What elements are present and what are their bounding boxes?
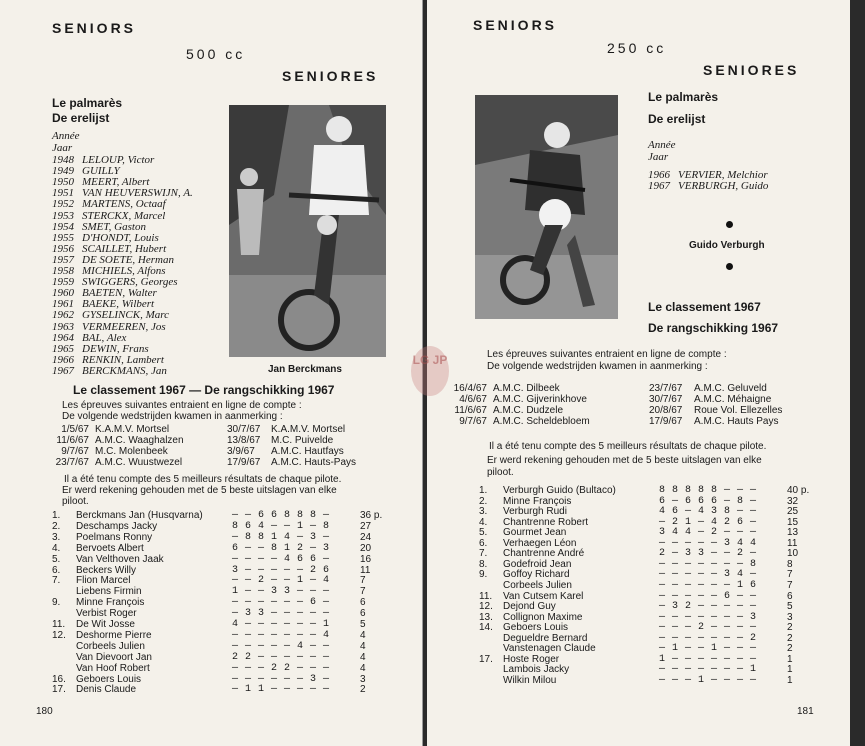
motocross-photo-icon bbox=[475, 95, 618, 319]
standing-total: 4 bbox=[360, 640, 366, 652]
standing-results: 6 — 6 6 6 — 8 — bbox=[659, 495, 757, 507]
right-page bbox=[427, 0, 850, 746]
event-club: K.A.M.V. Mortsel bbox=[271, 424, 346, 435]
rider-photo bbox=[229, 105, 386, 357]
standing-position: 3. bbox=[479, 506, 488, 518]
standing-results: — 8 8 1 4 — 3 — bbox=[232, 531, 330, 543]
standing-results: — — — — — — — 3 bbox=[659, 611, 757, 623]
event-date: 30/7/67 bbox=[227, 424, 261, 435]
palmares-year: 1966 bbox=[52, 353, 74, 366]
sub-header: SENIORES bbox=[282, 68, 379, 84]
standing-results: — 2 1 — 4 2 6 — bbox=[659, 516, 757, 528]
palmares-year: 1951 bbox=[52, 187, 74, 200]
standing-name: Van Cutsem Karel bbox=[503, 590, 584, 602]
photo-caption: Guido Verburgh bbox=[689, 240, 765, 251]
standing-results: — — — 1 — — — — bbox=[659, 674, 757, 686]
standing-name: Liebens Firmin bbox=[76, 586, 142, 598]
palmares-year: 1956 bbox=[52, 242, 74, 255]
standing-total: 2 bbox=[787, 643, 793, 655]
standing-total: 10 bbox=[787, 548, 799, 560]
event-club: A.M.C. Wuustwezel bbox=[95, 457, 183, 468]
palmares-year: 1967 bbox=[648, 180, 670, 192]
standing-name: Verhaegen Léon bbox=[503, 537, 577, 549]
standing-total: 27 bbox=[360, 520, 372, 532]
event-date: 3/9/67 bbox=[227, 446, 255, 457]
palmares-name: DEWIN, Frans bbox=[82, 342, 149, 355]
palmares-year: 1948 bbox=[52, 154, 74, 166]
palmares-name: D'HONDT, Louis bbox=[82, 231, 159, 244]
standing-name: Dejond Guy bbox=[503, 601, 556, 613]
standing-total: 32 bbox=[787, 495, 799, 507]
standing-results: — 3 2 — — — — — bbox=[659, 601, 757, 613]
event-date: 16/4/67 bbox=[453, 383, 487, 394]
standing-name: Degueldre Bernard bbox=[503, 632, 588, 644]
standing-results: 1 — — 3 3 — — — bbox=[232, 586, 330, 598]
standing-position: 12. bbox=[52, 629, 66, 641]
standing-name: Corbeels Julien bbox=[76, 640, 145, 652]
standing-total: 6 bbox=[787, 590, 793, 602]
event-date: 23/7/67 bbox=[649, 383, 683, 394]
year-label-fr: Année bbox=[648, 139, 676, 151]
note-fr: Il a été tenu compte des 5 meilleurs résultats de chaque pilote. bbox=[489, 441, 767, 452]
standing-total: 4 bbox=[360, 662, 366, 674]
standing-results: — — — — — — — 4 bbox=[232, 629, 330, 641]
standing-position: 17. bbox=[479, 653, 493, 665]
classement-title-nl: De rangschikking 1967 bbox=[648, 321, 779, 335]
standing-name: Minne François bbox=[503, 495, 572, 507]
motocross-photo-icon bbox=[229, 105, 386, 357]
standing-total: 2 bbox=[360, 684, 366, 696]
standing-name: Verburgh Guido (Bultaco) bbox=[503, 485, 616, 496]
watermark-stamp: LG JP bbox=[411, 346, 449, 396]
standing-total: 4 bbox=[360, 629, 366, 641]
palmares-title-nl: De erelijst bbox=[52, 111, 110, 125]
palmares-year: 1953 bbox=[52, 209, 74, 222]
standing-total: 5 bbox=[360, 619, 366, 630]
note-nl-2: piloot. bbox=[487, 467, 514, 478]
sub-header: SENIORES bbox=[703, 62, 800, 78]
event-date: 30/7/67 bbox=[649, 394, 683, 405]
standing-total: 1 bbox=[787, 653, 793, 665]
event-club: M.C. Molenbeek bbox=[95, 446, 168, 457]
standing-total: 3 bbox=[360, 673, 366, 685]
palmares-name: VERVIER, Melchior bbox=[678, 169, 768, 181]
palmares-year: 1955 bbox=[52, 231, 74, 244]
event-date: 11/6/67 bbox=[454, 405, 487, 416]
standing-position: 6. bbox=[479, 537, 488, 549]
palmares-year: 1958 bbox=[52, 265, 74, 277]
standing-results: 2 — 3 3 — — 2 — bbox=[659, 548, 757, 560]
palmares-year: 1957 bbox=[52, 253, 74, 266]
palmares-name: MICHIELS, Alfons bbox=[82, 265, 166, 277]
palmares-year: 1961 bbox=[52, 298, 74, 311]
event-club: A.M.C. Dilbeek bbox=[493, 383, 560, 394]
standing-name: Minne François bbox=[76, 597, 145, 609]
standing-results: — 3 3 — — — — — bbox=[232, 608, 330, 620]
event-date: 17/9/67 bbox=[227, 457, 261, 468]
standing-name: Chantrenne Robert bbox=[503, 516, 589, 528]
standing-total: 6 bbox=[360, 597, 366, 609]
note-nl-1: Er werd rekening gehouden met de 5 beste uitslagen van elke bbox=[487, 455, 762, 466]
standing-name: Van Dievoort Jan bbox=[76, 651, 152, 663]
standing-name: Gourmet Jean bbox=[503, 527, 567, 539]
standing-total: 5 bbox=[787, 601, 793, 613]
standing-name: Van Velthoven Jaak bbox=[76, 553, 164, 565]
standing-results: 8 6 4 — — 1 — 8 bbox=[232, 520, 330, 532]
standing-results: 2 2 — — — — — — bbox=[232, 651, 330, 663]
standing-position: 7. bbox=[52, 575, 61, 587]
intro-nl: De volgende wedstrijden kwamen in aanmerking : bbox=[62, 411, 283, 422]
palmares-year: 1952 bbox=[52, 198, 74, 211]
event-date: 1/5/67 bbox=[61, 424, 89, 435]
standing-name: Deshorme Pierre bbox=[76, 629, 152, 641]
classement-title: Le classement 1967 — De rangschikking 1967 bbox=[73, 383, 335, 397]
palmares-name: DE SOETE, Herman bbox=[82, 253, 174, 266]
palmares-name: GUILLY bbox=[82, 165, 120, 178]
event-club: A.M.C. Geluveld bbox=[694, 383, 767, 394]
palmares-name: STERCKX, Marcel bbox=[82, 209, 166, 222]
palmares-year: 1965 bbox=[52, 342, 74, 355]
standing-name: Hoste Roger bbox=[503, 653, 560, 665]
standing-results: 6 — — 8 1 2 — 3 bbox=[232, 542, 330, 554]
standing-position: 17. bbox=[52, 684, 66, 696]
palmares-name: BERCKMANS, Jan bbox=[82, 364, 167, 377]
standing-position: 8. bbox=[479, 558, 488, 570]
classement-title-fr: Le classement 1967 bbox=[648, 300, 761, 314]
standing-name: Van Hoof Robert bbox=[76, 662, 150, 674]
standing-results: — — — — — 3 4 4 bbox=[659, 537, 757, 549]
page-number: 181 bbox=[797, 706, 814, 717]
standing-results: — — — — — 3 4 — bbox=[659, 569, 757, 581]
standing-results: — — — — — — — 2 bbox=[659, 632, 757, 644]
standing-total: 20 bbox=[360, 542, 372, 554]
palmares-year: 1963 bbox=[52, 320, 74, 333]
intro-fr: Les épreuves suivantes entraient en ligne de compte : bbox=[487, 349, 727, 360]
standing-position: 12. bbox=[479, 601, 493, 613]
event-club: A.M.C. Dudzele bbox=[493, 405, 564, 416]
standing-results: 4 6 — 4 3 8 — — bbox=[659, 506, 757, 518]
note-nl-1: Er werd rekening gehouden met de 5 beste uitslagen van elke bbox=[62, 485, 337, 496]
standing-total: 36 p. bbox=[360, 510, 383, 521]
standing-position: 14. bbox=[479, 622, 493, 634]
standing-name: Chantrenne André bbox=[503, 548, 585, 560]
standing-total: 25 bbox=[787, 506, 799, 518]
standing-name: Lambois Jacky bbox=[503, 664, 570, 676]
bullet-icon bbox=[726, 221, 733, 228]
event-date: 13/8/67 bbox=[227, 435, 261, 446]
standing-name: Verburgh Rudi bbox=[503, 506, 567, 518]
standing-name: Deschamps Jacky bbox=[76, 520, 158, 532]
event-club: A.M.C. Hautfays bbox=[271, 446, 344, 457]
standing-total: 16 bbox=[360, 553, 372, 565]
event-date: 9/7/67 bbox=[459, 416, 487, 427]
standing-name: Flion Marcel bbox=[76, 575, 131, 587]
standing-name: De Wit Josse bbox=[76, 619, 135, 630]
standing-position: 9. bbox=[52, 597, 61, 609]
palmares-year: 1964 bbox=[52, 331, 74, 344]
palmares-title-fr: Le palmarès bbox=[52, 96, 123, 110]
standing-name: Geboers Louis bbox=[503, 622, 569, 634]
palmares-name: VAN HEUVERSWIJN, A. bbox=[82, 187, 193, 200]
standing-total: 1 bbox=[787, 674, 793, 686]
standing-position: 1. bbox=[52, 510, 61, 521]
standing-name: Geboers Louis bbox=[76, 673, 142, 685]
palmares-name: MEERT, Albert bbox=[82, 176, 150, 189]
standing-name: Verbist Roger bbox=[76, 608, 137, 620]
standing-position: 2. bbox=[52, 520, 61, 532]
event-club: Roue Vol. Ellezelles bbox=[694, 405, 783, 416]
event-club: A.M.C. Méhaigne bbox=[694, 394, 772, 405]
standing-name: Godefroid Jean bbox=[503, 558, 572, 570]
event-club: A.M.C. Scheldebloem bbox=[493, 416, 590, 427]
palmares-year: 1949 bbox=[52, 165, 74, 178]
year-label-nl: Jaar bbox=[648, 151, 669, 163]
standing-results: 4 — — — — — — 1 bbox=[232, 619, 330, 630]
event-club: K.A.M.V. Mortsel bbox=[95, 424, 170, 435]
standing-total: 7 bbox=[787, 579, 793, 591]
standing-name: Collignon Maxime bbox=[503, 611, 583, 623]
standing-total: 3 bbox=[787, 611, 793, 623]
event-date: 23/7/67 bbox=[55, 457, 89, 468]
palmares-year: 1962 bbox=[52, 309, 74, 322]
event-date: 20/8/67 bbox=[649, 405, 683, 416]
standing-position: 4. bbox=[479, 516, 488, 528]
standing-position: 1. bbox=[479, 485, 488, 496]
standing-results: — — — — — — — 8 bbox=[659, 558, 757, 570]
event-date: 11/6/67 bbox=[56, 435, 89, 446]
standing-results: — — — — — — 6 — bbox=[232, 597, 330, 609]
palmares-year: 1966 bbox=[648, 169, 670, 181]
palmares-name: GYSELINCK, Marc bbox=[82, 309, 169, 322]
palmares-name: BAL, Alex bbox=[82, 331, 127, 344]
standing-position: 7. bbox=[479, 548, 488, 560]
standing-position: 5. bbox=[479, 527, 488, 539]
standing-position: 4. bbox=[52, 542, 61, 554]
palmares-name: LELOUP, Victor bbox=[82, 154, 155, 166]
standing-total: 40 p. bbox=[787, 485, 810, 496]
palmares-name: MARTENS, Octaaf bbox=[82, 198, 166, 211]
standing-position: 11. bbox=[479, 590, 493, 602]
standing-results: — — — — — — 3 — bbox=[232, 673, 330, 685]
palmares-name: BAEKE, Wilbert bbox=[82, 298, 155, 311]
year-label-nl: Jaar bbox=[52, 142, 73, 154]
class-label: 250 cc bbox=[607, 40, 667, 56]
standing-results: — — 6 6 8 8 8 — bbox=[232, 510, 330, 521]
standing-total: 8 bbox=[787, 558, 793, 570]
palmares-name: BAETEN, Walter bbox=[82, 287, 157, 300]
event-club: M.C. Puivelde bbox=[271, 435, 334, 446]
palmares-year: 1950 bbox=[52, 176, 74, 189]
event-club: A.M.C. Gijverinkhove bbox=[493, 394, 587, 405]
standing-position: 11. bbox=[52, 619, 66, 630]
palmares-title-fr: Le palmarès bbox=[648, 90, 719, 104]
standing-results: — — — — — — — 1 bbox=[659, 664, 757, 676]
standing-position: 5. bbox=[52, 553, 61, 565]
palmares-name: SMET, Gaston bbox=[82, 220, 146, 233]
standing-results: — — — — — 4 — — bbox=[232, 640, 330, 652]
page-header: SENIORS bbox=[473, 17, 558, 33]
palmares-name: VERBURGH, Guido bbox=[678, 180, 769, 192]
standing-results: — — 2 — — 1 — 4 bbox=[232, 575, 330, 587]
page-header: SENIORS bbox=[52, 20, 137, 36]
standing-results: — — — 2 — — — — bbox=[659, 622, 757, 634]
rider-photo bbox=[475, 95, 618, 319]
standing-name: Berckmans Jan (Husqvarna) bbox=[76, 510, 203, 521]
standing-results: — — — 2 2 — — — bbox=[232, 662, 330, 674]
standing-position: 9. bbox=[479, 569, 488, 581]
standing-total: 1 bbox=[787, 664, 793, 676]
page-number: 180 bbox=[36, 706, 53, 717]
standing-total: 13 bbox=[787, 527, 799, 539]
palmares-name: VERMEEREN, Jos bbox=[82, 320, 166, 333]
standing-name: Poelmans Ronny bbox=[76, 531, 153, 543]
standing-name: Wilkin Milou bbox=[503, 674, 557, 686]
intro-fr: Les épreuves suivantes entraient en ligne de compte : bbox=[62, 400, 302, 411]
standing-name: Bervoets Albert bbox=[76, 542, 144, 554]
standing-name: Goffoy Richard bbox=[503, 569, 570, 581]
standing-name: Corbeels Julien bbox=[503, 579, 572, 591]
standing-position: 13. bbox=[479, 611, 493, 623]
standing-position: 2. bbox=[479, 495, 488, 507]
bullet-icon bbox=[726, 263, 733, 270]
standing-results: 8 8 8 8 8 — — — bbox=[659, 485, 757, 496]
standing-total: 6 bbox=[360, 608, 366, 620]
note-nl-2: piloot. bbox=[62, 496, 89, 507]
standing-position: 16. bbox=[52, 673, 66, 685]
palmares-title-nl: De erelijst bbox=[648, 112, 706, 126]
standing-total: 7 bbox=[787, 569, 793, 581]
note-fr: Il a été tenu compte des 5 meilleurs résultats de chaque pilote. bbox=[64, 474, 342, 485]
palmares-year: 1954 bbox=[52, 220, 74, 233]
palmares-year: 1960 bbox=[52, 287, 74, 300]
standing-results: — 1 — — 1 — — — bbox=[659, 643, 757, 655]
standing-total: 7 bbox=[360, 586, 366, 598]
year-label-fr: Année bbox=[52, 130, 80, 142]
standing-name: Denis Claude bbox=[76, 684, 137, 696]
standing-total: 11 bbox=[360, 564, 371, 576]
standing-results: — — — — — — 1 6 bbox=[659, 579, 757, 591]
standing-total: 15 bbox=[787, 516, 799, 528]
standing-results: — — — — 4 6 6 — bbox=[232, 553, 330, 565]
standing-results: — — — — — 6 — — bbox=[659, 590, 757, 602]
standing-total: 24 bbox=[360, 531, 372, 543]
standing-total: 4 bbox=[360, 651, 366, 663]
standing-name: Beckers Willy bbox=[76, 564, 137, 576]
standing-total: 11 bbox=[787, 537, 798, 549]
palmares-year: 1959 bbox=[52, 276, 74, 289]
standing-results: — 1 1 — — — — — bbox=[232, 684, 330, 696]
standing-total: 2 bbox=[787, 622, 793, 634]
photo-caption: Jan Berckmans bbox=[268, 364, 342, 375]
palmares-name: RENKIN, Lambert bbox=[82, 353, 164, 366]
standing-position: 3. bbox=[52, 531, 61, 543]
standing-results: 3 4 4 — 2 — — — bbox=[659, 527, 757, 539]
left-page bbox=[0, 0, 423, 746]
event-date: 17/9/67 bbox=[649, 416, 683, 427]
standing-total: 7 bbox=[360, 575, 366, 587]
palmares-name: SWIGGERS, Georges bbox=[82, 276, 178, 289]
palmares-name: SCAILLET, Hubert bbox=[82, 242, 167, 255]
palmares-year: 1967 bbox=[52, 364, 74, 377]
standing-total: 2 bbox=[787, 632, 793, 644]
standing-position: 6. bbox=[52, 564, 61, 576]
event-club: A.M.C. Waaghalzen bbox=[95, 435, 184, 446]
event-club: A.M.C. Hauts Pays bbox=[694, 416, 779, 427]
event-date: 9/7/67 bbox=[61, 446, 89, 457]
standing-results: 3 — — — — — 2 6 bbox=[232, 564, 330, 576]
standing-results: 1 — — — — — — — bbox=[659, 653, 757, 665]
class-label: 500 cc bbox=[186, 46, 246, 62]
standing-name: Vanstenagen Claude bbox=[503, 643, 596, 655]
event-club: A.M.C. Hauts-Pays bbox=[271, 457, 357, 468]
intro-nl: De volgende wedstrijden kwamen in aanmerking : bbox=[487, 361, 708, 372]
event-date: 4/6/67 bbox=[459, 394, 487, 405]
